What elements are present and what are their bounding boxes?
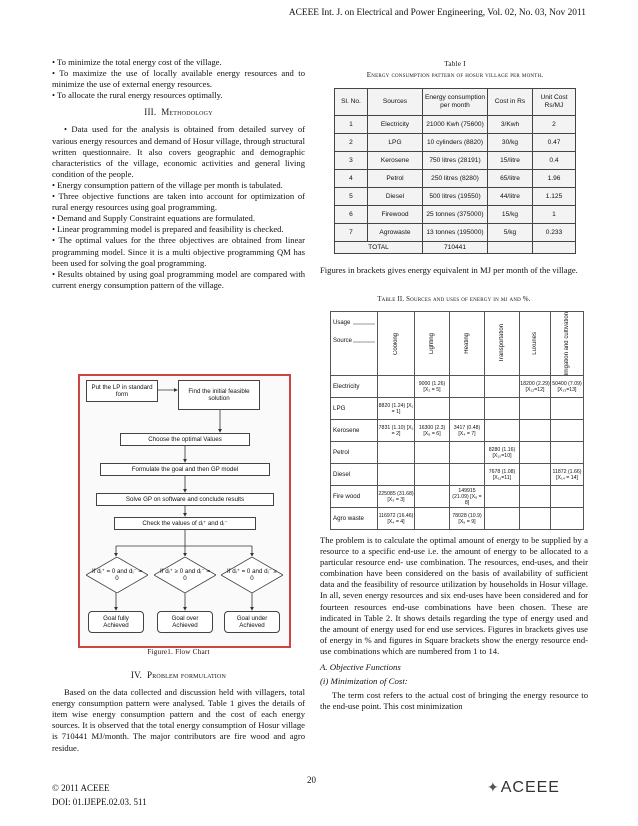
table1-cell: 2	[335, 134, 368, 152]
table2-source: Agro waste	[331, 508, 378, 530]
table1-total-label: TOTAL	[335, 242, 423, 254]
table1-total-value: 710441	[423, 242, 488, 254]
method-item: • Three objective functions are taken into account for optimization of rural energy resources using goal programming.	[52, 191, 305, 213]
table1-cell: 0.4	[533, 152, 576, 170]
table2-source: Electricity	[331, 376, 378, 398]
table1-caption: Energy consumption pattern of hosur village per month.	[366, 71, 544, 79]
subsection-minimization-cost: (i) Minimization of Cost:	[320, 676, 408, 687]
table1-cell: 3/Kwh	[488, 116, 533, 134]
table2-use-header: Irrigation and cultivation	[564, 312, 570, 376]
table1-cell: 21000 Kwh (75600)	[423, 116, 488, 134]
sources-uses-table: Usage Source Cooking Lighting Heating Transportation Luxuries Irrigation and cultivation Electricity 9000 (1.26) [X₂ = 5] 18200 (2.29) [X₁₂=12] 50400 (7.09) [X₁₃=13] LPG 8820 (1.24) [X₁ = 1] Kerosene 7831 (1.10) [X₁ = 2] 16300 (2.3) [X₈ = 6] 3417 (0.48) [X₄ = 7] Petrol 8280 (1.16) [X₁₀=10] Diesel 7678 (1.08) [X₁₁=11] 11872 (1.66) [X₁₄ = 14] Fire wood 225085 (31.68) [X₃ = 3] 149915 (21.09) [X₈ = 8] Agro waste 116972 (16.46) [X₄ = 4] 78028 (10.9) [X₉ = 9]	[330, 311, 584, 530]
flow-result-under: Goal under Achieved	[224, 611, 280, 633]
left-column-top	[52, 57, 305, 291]
table1-cell: 0.47	[533, 134, 576, 152]
flow-result-fully: Goal fully Achieved	[88, 611, 144, 633]
table1-cell: 3	[335, 152, 368, 170]
table1-cell: 4	[335, 170, 368, 188]
method-item: • Energy consumption pattern of the village per month is tabulated.	[52, 179, 283, 190]
flow-box-formulate-gp: Formulate the goal and then GP model	[100, 463, 270, 476]
table2-container	[330, 311, 584, 530]
table1-container	[334, 88, 576, 254]
table1-cell: 1	[335, 116, 368, 134]
table1-cell: Electricity	[368, 116, 423, 134]
table2-corner: Usage Source	[331, 312, 378, 376]
table1-cell: 25 tonnes (375000)	[423, 206, 488, 224]
table1-cell: Agrowaste	[368, 224, 423, 242]
objective-bullet: • To allocate the rural energy resources optimally.	[52, 90, 223, 101]
table1-cell: Diesel	[368, 188, 423, 206]
problem-description: The problem is to calculate the optimal amount of energy to be supplied by a resource to a specific end-use i.e. the amount of energy to be allocated to a particular resource end- use combination. The resources, end-uses, and their combination have been considered on the basis of availability of sufficient data and the feasibility of resource utilization by households in Hosur village. In all, seven energy resources and six end-uses have been considered and for fourteen resources end-use combinations have been chosen. These are indicated in Table 2. It shows details regarding the type of energy used and the amount of energy used for end use services. Figures in brackets gives use of energy in % and figures in Square brackets show the energy resource end-use combinations which are numbered from 1 to 14.	[320, 535, 588, 656]
subsection-objective-functions: A. Objective Functions	[320, 662, 401, 673]
table1-cell: 1.96	[533, 170, 576, 188]
flow-box-solve-gp: Solve GP on software and conclude results	[96, 493, 274, 506]
section-heading-methodology: III. Methodology	[144, 107, 213, 118]
table2-caption: Table II. Sources and uses of energy in mj and %.	[377, 296, 531, 303]
table1-header: Energy consumption per month	[423, 89, 488, 116]
table1-cell: 10 cylinders (8820)	[423, 134, 488, 152]
flow-condition-2: If dᵢ⁺ ≥ 0 and dᵢ⁻ = 0	[160, 567, 210, 582]
table1-cell: 44/litre	[488, 188, 533, 206]
table2-source: LPG	[331, 398, 378, 420]
flow-box-check-deviation: Check the values of dᵢ⁺ and dᵢ⁻	[114, 517, 256, 530]
table1-cell: 15/kg	[488, 206, 533, 224]
table1-header: Sl. No.	[335, 89, 368, 116]
flow-box-standard-form: Put the LP in standard form	[86, 380, 158, 402]
flow-box-choose-optimal: Choose the optimal Values	[120, 433, 250, 446]
table1-note: Figures in brackets gives energy equivalent in MJ per month of the village.	[320, 265, 578, 275]
table1-label: Table I	[444, 60, 466, 68]
table1-cell: 1.125	[533, 188, 576, 206]
footer-copyright: © 2011 ACEEE	[52, 783, 110, 793]
table1-cell: 1	[533, 206, 576, 224]
table1-cell: 5/kg	[488, 224, 533, 242]
table1-cell: Petrol	[368, 170, 423, 188]
left-column-bottom	[52, 664, 305, 754]
table2-use-header: Luxuries	[532, 332, 538, 356]
method-item: • Data used for the analysis is obtained from detailed survey of various energy resources and demand of Hosur village, through structural written questionnaire. It also covers geographic and demographic characteristics of the village, economic activities and general living condition of the people.	[52, 124, 305, 179]
table1-header: Sources	[368, 89, 423, 116]
flow-condition-3: If dᵢ⁺ = 0 and dᵢ⁻ ≥ 0	[227, 567, 277, 582]
flow-result-over: Goal over Achieved	[157, 611, 213, 633]
table1-cell: 750 litres (28191)	[423, 152, 488, 170]
table2-source: Petrol	[331, 442, 378, 464]
table1-cell: 13 tonnes (195000)	[423, 224, 488, 242]
aceee-logo: ✦ ACEEE	[487, 779, 560, 796]
flow-box-initial-feasible: Find the initial feasible solution	[178, 380, 260, 410]
table1-cell: 6	[335, 206, 368, 224]
problem-paragraph: Based on the data collected and discussion held with villagers, total energy consumption pattern were analysed. Table 1 gives the details of item wise energy consumption pattern and the cost of each energy sources. It is observed that the total energy consumption of Hosur village is 710441 MJ/month. The major contributors are fire wood and agro residue.	[52, 687, 305, 753]
table2-source: Fire wood	[331, 486, 378, 508]
table2-use-header: Lighting	[429, 333, 435, 355]
table1-cell: 15/litre	[488, 152, 533, 170]
table2-source: Diesel	[331, 464, 378, 486]
objective-bullet: • To minimize the total energy cost of the village.	[52, 57, 222, 67]
method-item: • The optimal values for the three objectives are obtained from linear programming model. Since it is a multi objective programming QM has been used for solving the goal programming.	[52, 235, 305, 268]
flow-chart-arrows	[80, 376, 289, 646]
table1-cell: 2	[533, 116, 576, 134]
table1-cell: Firewood	[368, 206, 423, 224]
method-item: • Results obtained by using goal programming model are compared with current energy consumption pattern of the village.	[52, 268, 305, 290]
table1-cell: Kerosene	[368, 152, 423, 170]
method-item: • Linear programming model is prepared and feasibility is checked.	[52, 224, 284, 235]
table1-cell: 7	[335, 224, 368, 242]
section-heading-problem: IV. Problem formulation	[130, 670, 227, 680]
flow-condition-1: If dᵢ⁺ = 0 and dᵢ⁻ = 0	[91, 567, 143, 582]
right-column-text	[320, 535, 588, 712]
objective-bullet: • To maximize the use of locally available energy resources and to minimize the use of external energy resources.	[52, 68, 305, 90]
table1-header: Unit Cost Rs/MJ	[533, 89, 576, 116]
table1-cell: 0.233	[533, 224, 576, 242]
flow-chart-figure	[78, 374, 291, 648]
method-item: • Demand and Supply Constraint equations are formulated.	[52, 213, 256, 224]
figure-caption: Figure1. Flow Chart	[147, 648, 210, 656]
footer-doi: DOI: 01.IJEPE.02.03. 511	[52, 797, 147, 807]
table2-use-header: Transportation	[499, 324, 505, 363]
table2-source: Kerosene	[331, 420, 378, 442]
table1-cell: 250 litres (8280)	[423, 170, 488, 188]
cost-paragraph: The term cost refers to the actual cost of bringing the energy resource to the end-use point. This cost minimization	[320, 690, 588, 712]
journal-header: ACEEE Int. J. on Electrical and Power Engineering, Vol. 02, No. 03, Nov 2011	[288, 8, 586, 18]
table2-use-header: Cooking	[393, 332, 399, 355]
table1-cell: 30/kg	[488, 134, 533, 152]
table1-cell: LPG	[368, 134, 423, 152]
table1-cell: 5	[335, 188, 368, 206]
table1-cell: 65/litre	[488, 170, 533, 188]
table1-cell: 500 litres (19550)	[423, 188, 488, 206]
table2-use-header: Heating	[464, 333, 470, 355]
energy-consumption-table	[334, 88, 576, 254]
logo-mark-icon: ✦	[487, 780, 499, 796]
table1-header: Cost in Rs	[488, 89, 533, 116]
page-number: 20	[307, 775, 316, 785]
